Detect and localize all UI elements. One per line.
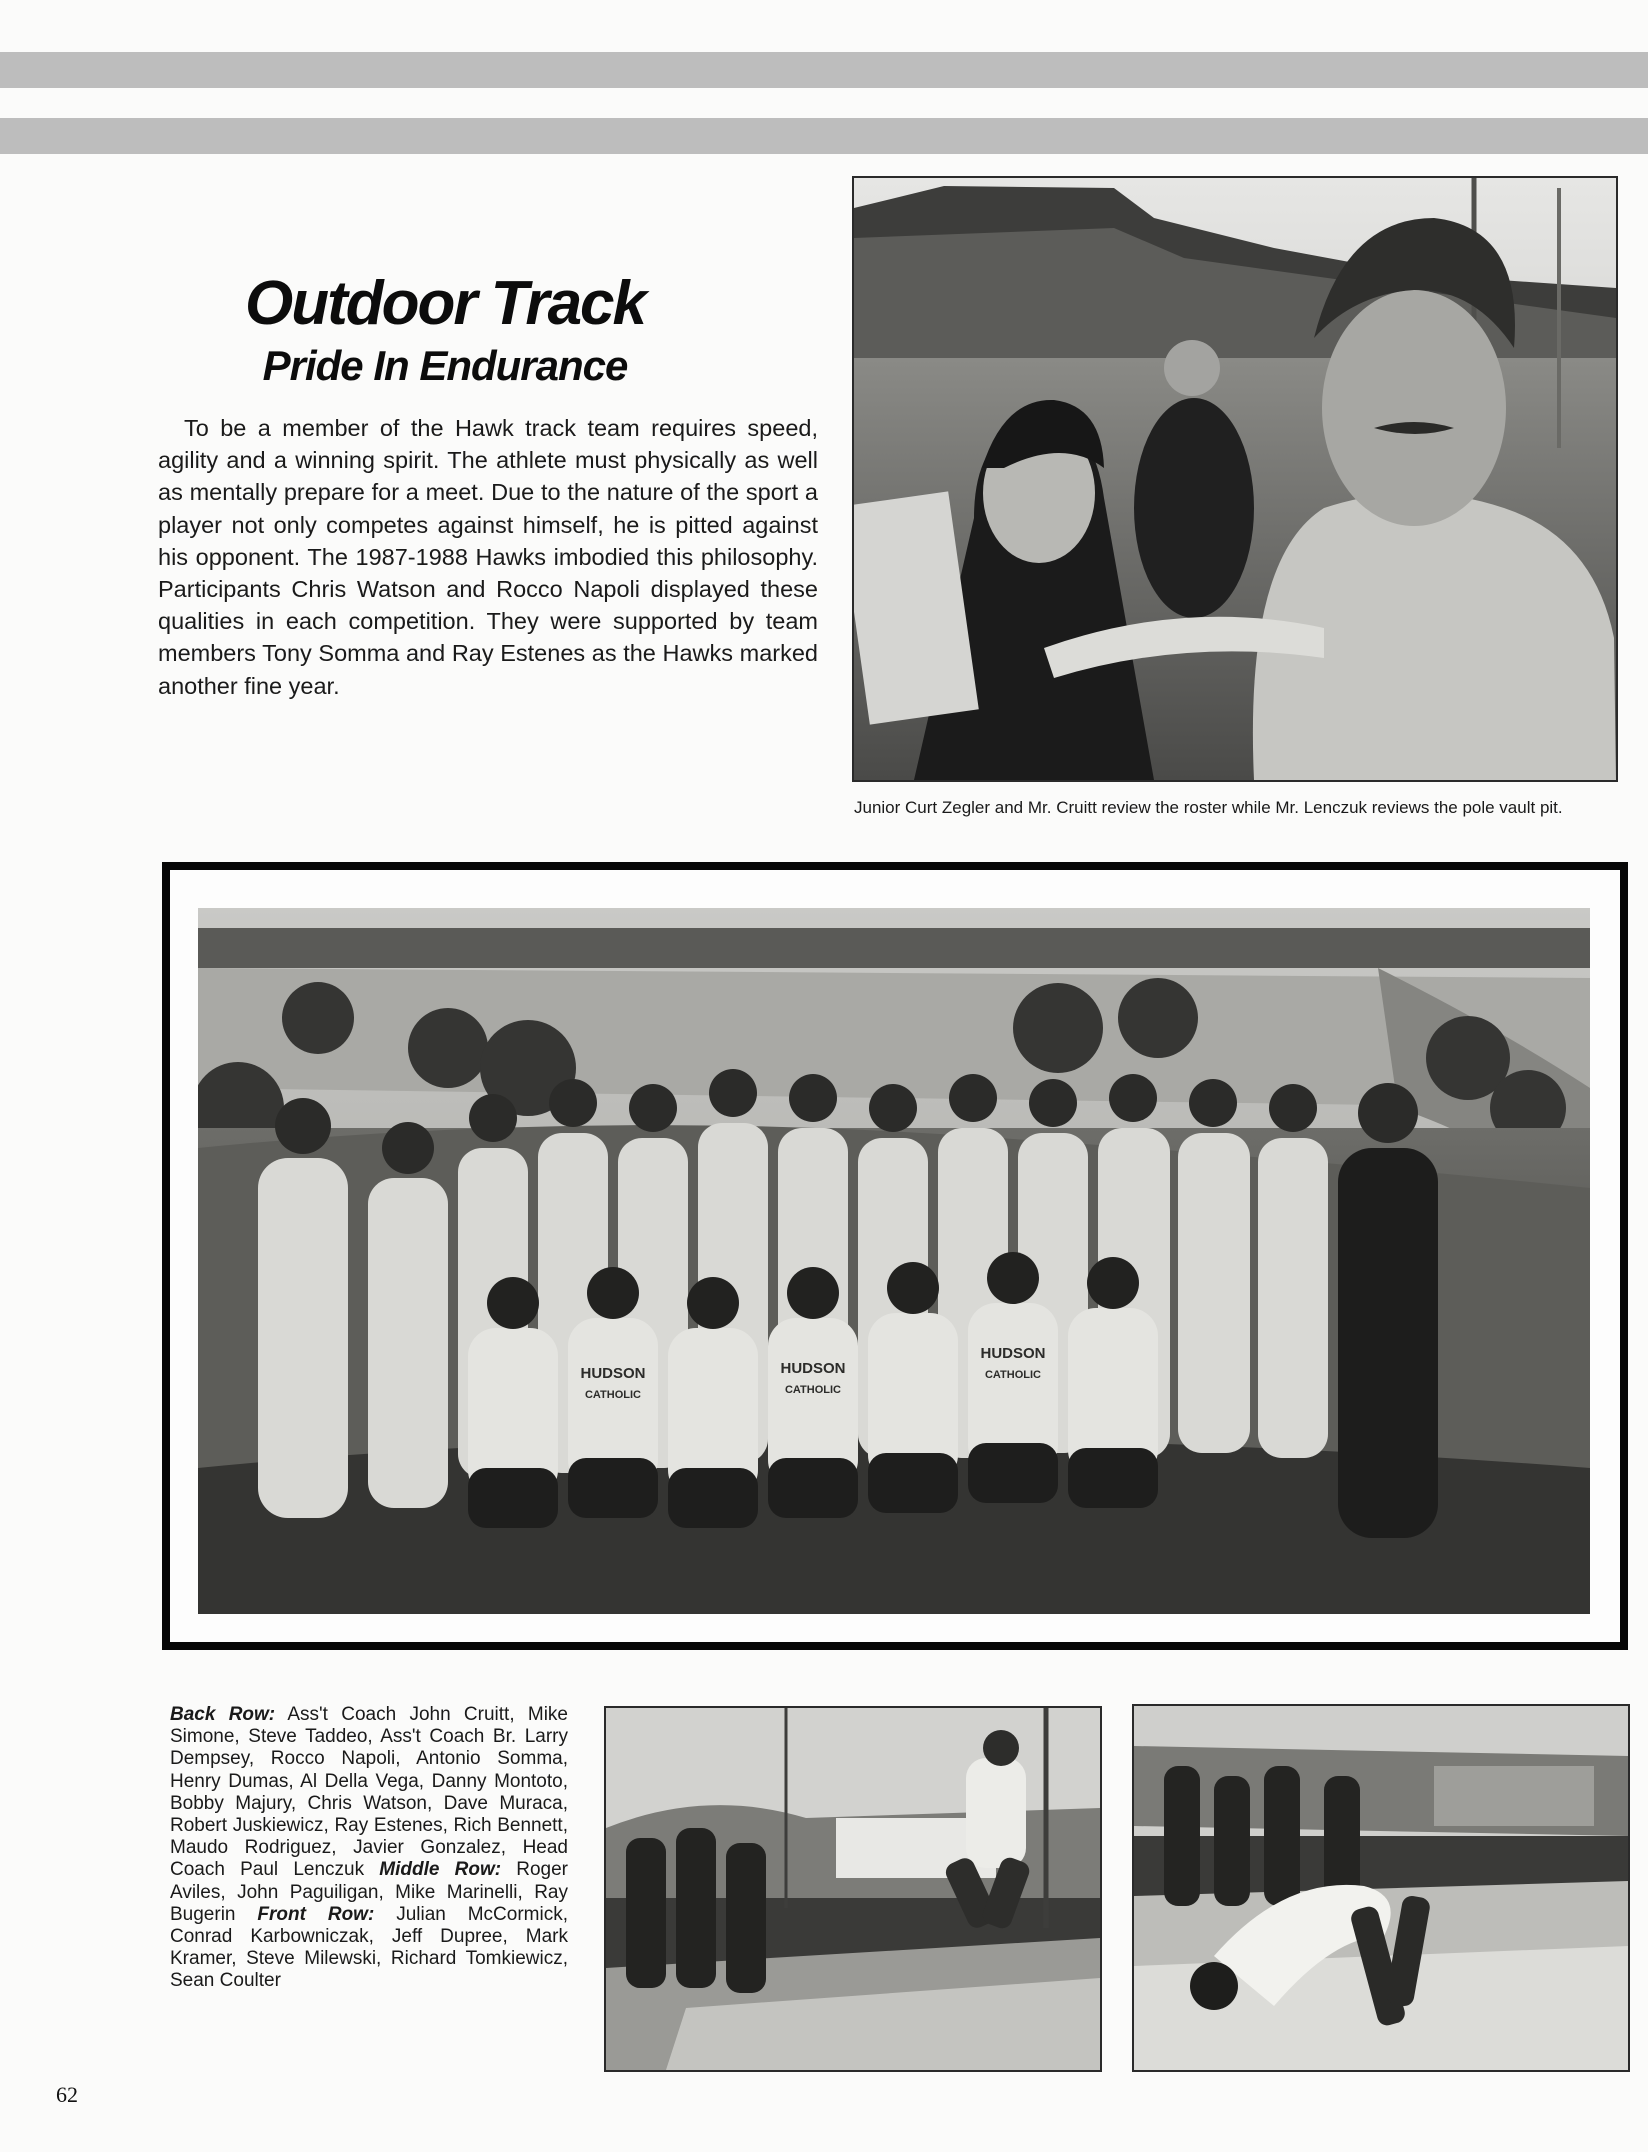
front-row-label: Front Row: xyxy=(257,1903,375,1925)
jersey-lettering-line1: HUDSON xyxy=(580,1365,646,1382)
article-headline xyxy=(150,268,740,392)
page-title: Outdoor Track xyxy=(244,269,646,338)
jersey-lettering-line2: CATHOLIC xyxy=(584,1389,642,1401)
back-row-names: Ass't Coach John Cruitt, Mike Simone, Steve Taddeo, Ass't Coach Br. Larry Dempsey, Rocco Napoli, Antonio Somma, Henry Dumas, Al Della Vega, Danny Montoto, Bobby Majury, Chris Watson, Dave Muraca, Robert Juskiewicz, Ray Estenes, Rich Bennett, Maudo Rodriguez, Javier Gonzalez, Head Coach Paul Lenczuk xyxy=(170,1704,568,1881)
page-subtitle: Pride In Endurance xyxy=(262,342,628,389)
jersey-lettering-line1: HUDSON xyxy=(780,1360,846,1377)
jersey-lettering-line2: CATHOLIC xyxy=(984,1369,1042,1381)
team-group-photo xyxy=(198,908,1590,1614)
roster-review-photo xyxy=(852,176,1618,782)
team-photo-frame xyxy=(162,862,1628,1650)
middle-row-label: Middle Row: xyxy=(379,1859,502,1881)
middle-row-names: Roger Aviles, John Paguiligan, Mike Marinelli, Ray Bugerin xyxy=(170,1859,568,1925)
jersey-lettering-line2: CATHOLIC xyxy=(784,1384,842,1396)
jersey-lettering-line1: HUDSON xyxy=(980,1345,1046,1362)
sand-pit-landing-photo xyxy=(1132,1704,1630,2072)
back-row-label: Back Row: xyxy=(170,1704,276,1725)
page-number: 62 xyxy=(56,2082,78,2107)
team-group-photo-graphic xyxy=(198,908,1590,1614)
top-gray-band xyxy=(0,52,1648,88)
team-roster xyxy=(170,1704,568,1993)
team-photo-mat xyxy=(170,870,1620,1642)
front-row-names: Julian McCormick, Conrad Karbowniczak, Jeff Dupree, Mark Kramer, Steve Milewski, Richard Tomkiewicz, Sean Coulter xyxy=(170,1903,568,1992)
article-body: To be a member of the Hawk track team requires speed, agility and a winning spirit. The athlete must physically as well as mentally prepare for a meet. Due to the nature of the sport a player not only competes against himself, he is pitted against his opponent. The 1987-1988 Hawks imbodied this philosophy. Participants Chris Watson and Rocco Napoli displayed these qualities in each competition. They were supported by team members Tony Somma and Ray Estenes as the Hawks marked another fine year. xyxy=(158,415,818,699)
top-photo-caption: Junior Curt Zegler and Mr. Cruitt review the roster while Mr. Lenczuk reviews the pole vault pit. xyxy=(854,798,1563,817)
long-jump-photo-graphic xyxy=(606,1708,1100,2070)
roster-review-photo-graphic xyxy=(854,178,1616,780)
long-jump-photo xyxy=(604,1706,1102,2072)
sand-pit-landing-photo-graphic xyxy=(1134,1706,1628,2070)
second-gray-band xyxy=(0,118,1648,154)
